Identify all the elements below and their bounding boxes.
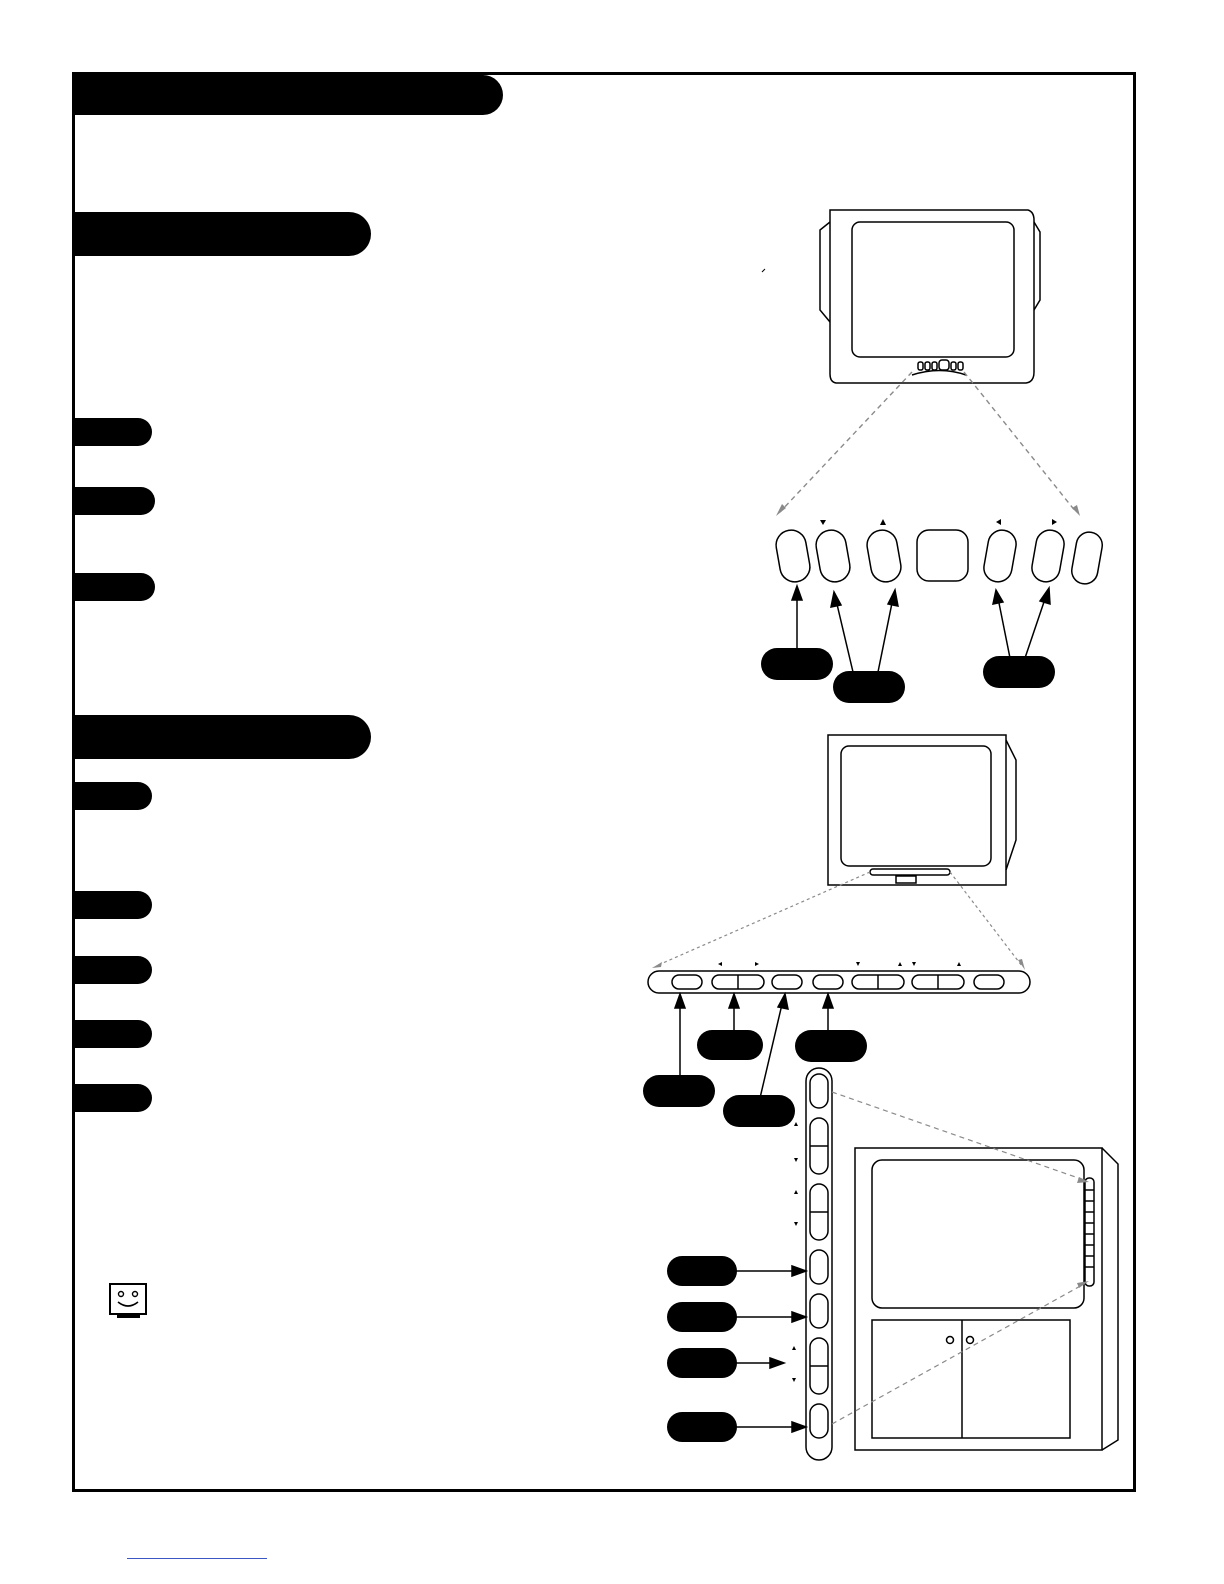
triangle-down-icon [820,520,826,525]
triangle-right-icon [1052,519,1057,525]
tv-middle-illustration [828,735,1016,885]
triangle-up-icon [880,519,886,525]
callout-label-7 [723,1095,795,1127]
horizontal-button-bar [648,971,1030,993]
top-button-row [774,528,1105,586]
callout-label-6 [643,1075,715,1107]
callout-label-5 [795,1030,867,1062]
callout-label-2 [833,671,905,703]
footer-link-underline[interactable] [127,1558,267,1559]
callout-label-4 [697,1030,763,1060]
callout-label-10 [667,1348,737,1378]
tv-top-illustration [820,210,1040,383]
callout-label-1 [761,648,833,680]
callout-label-9 [667,1302,737,1332]
vertical-button-bar [806,1068,832,1460]
console-tv-illustration [855,1148,1118,1450]
callout-label-8 [667,1256,737,1286]
callout-label-3 [983,656,1055,688]
smiley-icon [110,1284,146,1318]
triangle-left-icon [996,519,1001,525]
callout-label-11 [667,1412,737,1442]
